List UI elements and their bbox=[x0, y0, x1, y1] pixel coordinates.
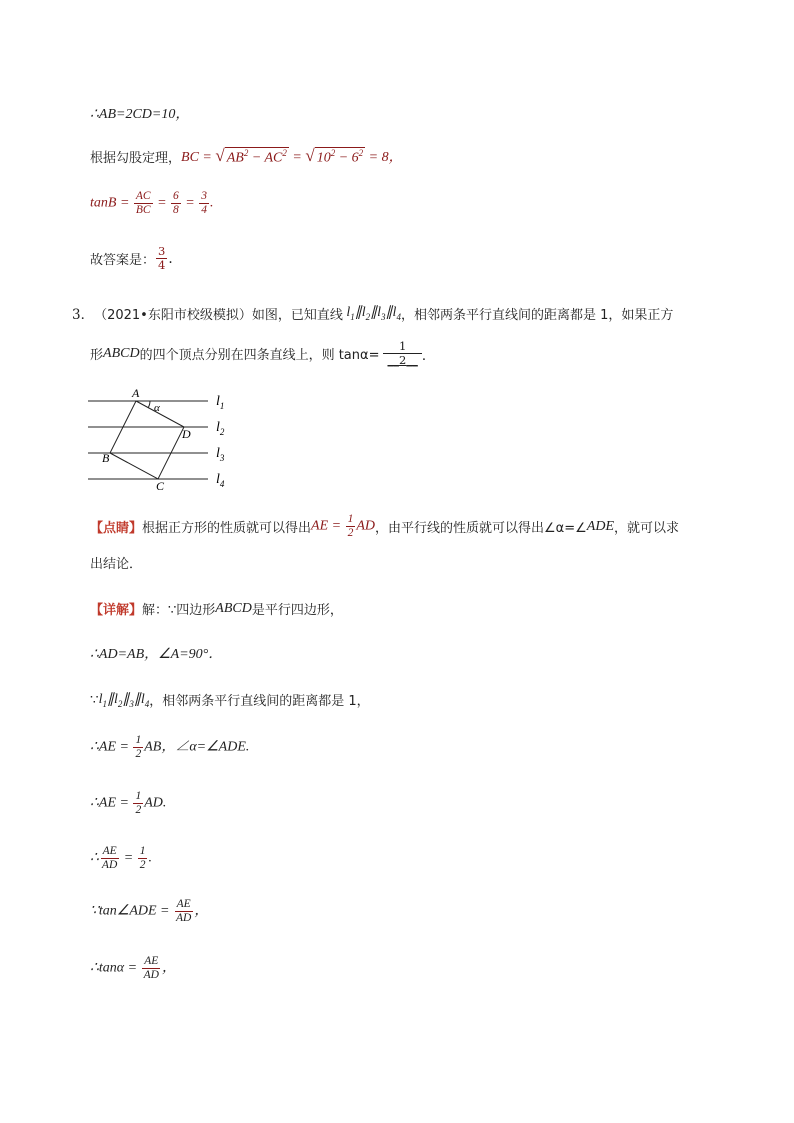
question-answer bbox=[383, 340, 421, 367]
question-text-2c: ． bbox=[421, 347, 436, 364]
dianjing-math-1: AE = $\frac{1}{2}$ AD bbox=[311, 513, 376, 539]
question-source: （2021•东阳市校级模拟） bbox=[94, 307, 252, 323]
label-l1: $l_1$ bbox=[216, 394, 225, 411]
step-7 bbox=[90, 955, 176, 982]
question-number: 3． bbox=[72, 307, 95, 323]
label-B: B bbox=[102, 451, 110, 465]
answer-suffix: . bbox=[168, 250, 173, 267]
step-2 bbox=[90, 690, 370, 709]
dianjing-ade: ADE bbox=[586, 518, 615, 534]
prev-line-2-math: BC = √ $AB^2 - AC^2$ = √ $10^2 - 6^2$ = 8， bbox=[181, 146, 403, 166]
dianjing-tag: 【点睛】 bbox=[90, 521, 143, 536]
xiangjie-line-1 bbox=[90, 599, 343, 618]
question-text-2b: 的四个顶点分别在四条直线上，则 tanα= bbox=[139, 348, 380, 363]
prev-line-3 bbox=[90, 190, 214, 217]
step-3-math: ∴AE = $\frac{1}{2}$ AB，∠α=∠ADE. bbox=[90, 734, 250, 760]
question-answer-den-wrap: __2__ bbox=[383, 353, 421, 367]
label-alpha: α bbox=[154, 402, 160, 414]
prev-line-2-prefix: 根据勾股定理， bbox=[90, 150, 182, 166]
answer-num: 3 bbox=[158, 244, 166, 258]
dianjing-text-1: 根据正方形的性质就可以得出 bbox=[142, 521, 312, 536]
xiangjie-abcd: ABCD bbox=[215, 600, 252, 616]
label-l2: $l_2$ bbox=[216, 420, 225, 437]
step-6-math: ∵tan∠ADE = $\frac{AE}{AD}$ ， bbox=[90, 898, 209, 924]
step-6 bbox=[90, 898, 208, 925]
question-3-line-1 bbox=[72, 303, 673, 323]
square-name: ABCD bbox=[103, 345, 140, 361]
step-4 bbox=[90, 790, 166, 817]
dianjing-text-4: 出结论． bbox=[90, 557, 143, 572]
label-l4: $l_4$ bbox=[216, 472, 225, 489]
answer-fraction bbox=[156, 245, 167, 272]
prev-line-3-math: tanB = $\frac{AC}{BC}$ = $\frac{6}{8}$ = $\frac{3}{4}$ . bbox=[90, 190, 214, 216]
dianjing-line-2 bbox=[90, 553, 142, 572]
xiangjie-text-1: 解：∵四边形 bbox=[142, 603, 216, 618]
step-2-because: ∵ bbox=[90, 691, 99, 708]
label-A: A bbox=[132, 386, 140, 400]
step-2-text: ，相邻两条平行直线间的距离都是 1， bbox=[149, 694, 370, 709]
question-3-line-2 bbox=[90, 340, 435, 367]
step-5-math: ∴ $\frac{AE}{AD}$ = $\frac{1}{2}$ . bbox=[90, 845, 152, 871]
dianjing-text-3: ，就可以求 bbox=[614, 521, 680, 536]
angle-alpha-arc bbox=[148, 401, 150, 408]
prev-line-1 bbox=[90, 103, 189, 123]
step-4-math: ∴AE = $\frac{1}{2}$ AD. bbox=[90, 790, 167, 816]
xiangjie-tag: 【详解】 bbox=[90, 603, 143, 618]
step-1-text: ∴AD=AB，∠A=90°． bbox=[90, 647, 223, 662]
step-5 bbox=[90, 845, 152, 872]
dianjing-line-1 bbox=[90, 513, 679, 540]
question-text-1b: ，相邻两条平行直线间的距离都是 1，如果正方 bbox=[400, 307, 674, 323]
geometry-figure bbox=[88, 383, 248, 493]
label-l3: $l_3$ bbox=[216, 446, 225, 463]
prev-line-1-text: ∴AB=2CD=10， bbox=[90, 107, 190, 122]
step-1 bbox=[90, 643, 222, 663]
question-answer-num: 1 bbox=[398, 339, 407, 353]
prev-line-4 bbox=[90, 245, 173, 272]
dianjing-text-2: ，由平行线的性质就可以得出∠α=∠ bbox=[375, 521, 587, 536]
question-text-1: 如图，已知直线 bbox=[251, 307, 343, 323]
parallel-lines-expr: $l_1\parallel l_2\parallel l_3\parallel l_4$ bbox=[342, 305, 401, 322]
prev-line-2 bbox=[90, 146, 403, 167]
answer-prefix: 故答案是： bbox=[90, 253, 156, 268]
square-abcd bbox=[110, 401, 184, 479]
step-2-lines: $l_1\parallel l_2\parallel_3\parallel l_4$ bbox=[98, 691, 150, 709]
question-answer-den: 2 bbox=[398, 353, 407, 367]
label-C: C bbox=[156, 479, 165, 493]
xiangjie-text-1c: 是平行四边形， bbox=[251, 603, 343, 618]
answer-den: 4 bbox=[158, 258, 166, 272]
label-D: D bbox=[182, 427, 191, 441]
step-3 bbox=[90, 734, 249, 761]
question-text-2a: 形 bbox=[90, 348, 104, 363]
step-7-math: ∴tanα = $\frac{AE}{AD}$ ， bbox=[90, 955, 176, 981]
